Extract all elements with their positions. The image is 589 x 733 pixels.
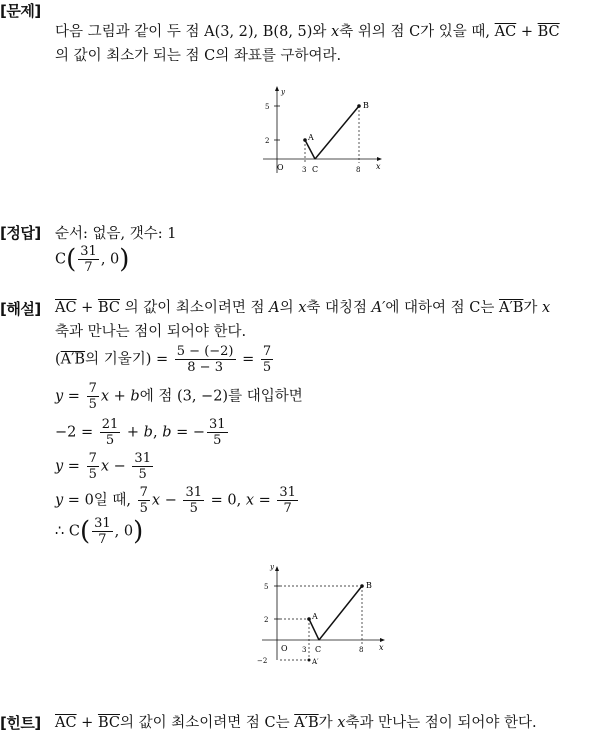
point-c-label: C (312, 165, 319, 174)
denominator: 7 (98, 532, 107, 547)
problem-line-1 (55, 22, 560, 42)
fraction (87, 381, 99, 412)
point-b-label: B (363, 101, 369, 110)
paren: ( (79, 516, 91, 547)
problem-graph (255, 85, 385, 177)
var-x: x (151, 492, 161, 509)
var-b: b (130, 388, 140, 405)
denominator: 5 (88, 467, 97, 482)
answer-line-2 (55, 244, 129, 275)
segment-bc: $\overline{BC}$ (537, 24, 560, 40)
tick-5: 5 (265, 103, 270, 111)
numerator: 7 (88, 381, 97, 396)
y-axis-label: y (270, 563, 274, 571)
numerator: 5 − (−2) (176, 344, 234, 359)
var-x: x (100, 388, 110, 405)
paren: ) (119, 244, 130, 275)
solution-line-7 (55, 485, 300, 516)
tick-2: 2 (265, 137, 270, 145)
text: − (160, 492, 182, 509)
hint-line (55, 713, 537, 733)
solution-line-4 (55, 381, 303, 412)
solution-line-3 (55, 344, 275, 375)
solution-graph (250, 560, 390, 670)
solution-line-8 (55, 516, 143, 547)
solution-label: [해설] (0, 300, 41, 318)
tick-5: 5 (264, 583, 269, 591)
fraction (138, 485, 150, 516)
var-a: A (269, 300, 280, 316)
tick-neg-2: −2 (257, 657, 268, 665)
var-a-prime: A′ (371, 300, 386, 316)
text: 다음 그림과 같이 두 점 A(3, 2), B(8, 5)와 (55, 24, 332, 40)
denominator: 7 (283, 501, 292, 516)
tick-8: 8 (356, 166, 361, 174)
text: 의 값이 최소이려면 점 C는 (119, 715, 295, 731)
x-axis-label: x (379, 643, 384, 652)
point-a-label: A (308, 133, 314, 142)
text: ∴ C (55, 523, 80, 540)
text: = (63, 458, 85, 475)
fraction (87, 451, 99, 482)
paren: ) (133, 516, 144, 547)
plus: + (76, 715, 98, 731)
fraction (92, 516, 113, 547)
text: 의 값이 최소이려면 점 (119, 300, 270, 316)
paren: ( (66, 244, 77, 275)
var-x: x (331, 24, 340, 40)
text: − (109, 458, 131, 475)
point-a-label: A (312, 612, 318, 621)
numerator: 7 (88, 451, 97, 466)
denominator: 5 (105, 433, 115, 448)
text: ( (55, 351, 61, 368)
plus: + (516, 24, 538, 40)
numerator: 31 (209, 417, 226, 432)
segment-ac: $\overline{AC}$ (55, 715, 77, 731)
var-y: y (55, 458, 64, 475)
fraction (132, 451, 153, 482)
var-x: x (337, 715, 346, 731)
solution-line-5 (55, 417, 230, 448)
fraction (261, 344, 273, 375)
denominator: 5 (213, 433, 222, 448)
point-b-label: B (366, 581, 372, 590)
text: 축과 만나는 점이 되어야 한다. (345, 715, 537, 731)
segment-apb: A′B (60, 351, 86, 368)
text: + (122, 424, 144, 441)
denominator: 8 − 3 (187, 360, 223, 375)
numerator: 7 (262, 344, 272, 359)
denominator: 5 (138, 467, 147, 482)
denominator: 5 (189, 501, 198, 516)
text: = 0, (206, 492, 246, 509)
text: + (109, 388, 131, 405)
text: 의 기울기) = (85, 351, 173, 368)
text: 의 (279, 300, 299, 316)
y-axis-label: y (281, 88, 285, 96)
problem-line-2: 의 값이 최소가 되는 점 C의 좌표를 구하여라. (55, 48, 342, 64)
denominator: 5 (262, 360, 272, 375)
text: 에 점 (3, −2)를 대입하면 (139, 388, 303, 405)
text: = − (171, 424, 206, 441)
text: = (237, 351, 259, 368)
text: = 0일 때, (63, 492, 136, 509)
var-b: b (162, 424, 172, 441)
text: , (152, 424, 163, 441)
text: , 0 (114, 523, 134, 540)
fraction (175, 344, 236, 375)
numerator: 31 (134, 451, 151, 466)
text: = (63, 388, 85, 405)
segment-bc: $\overline{BC}$ (97, 715, 120, 731)
fraction (183, 485, 204, 516)
segment-ac: $\overline{AC}$ (55, 300, 77, 316)
text: C (55, 251, 67, 268)
segment-apb: A′B (498, 300, 524, 316)
var-y: y (55, 388, 64, 405)
solution-line-6 (55, 451, 155, 482)
x-axis-label: x (376, 162, 381, 171)
tick-8: 8 (359, 646, 364, 654)
var-y: y (55, 492, 64, 509)
denominator: 5 (139, 501, 148, 516)
numerator: 21 (101, 417, 119, 432)
fraction (100, 417, 121, 448)
text: 축 대칭점 (306, 300, 372, 316)
text: 가 (318, 715, 338, 731)
var-x: x (100, 458, 110, 475)
denominator: 5 (88, 397, 97, 412)
fraction (207, 417, 228, 448)
denominator: 7 (84, 260, 93, 275)
var-x: x (245, 492, 255, 509)
text: 에 대하여 점 C는 (385, 300, 499, 316)
text: 가 (523, 300, 543, 316)
solution-line-1 (55, 298, 550, 318)
var-b: b (143, 424, 153, 441)
answer-label: [정답] (0, 224, 41, 242)
text: 축 위의 점 C가 있을 때, (339, 24, 495, 40)
point-c-label: C (315, 645, 322, 654)
var-x: x (542, 300, 551, 316)
solution-line-2: 축과 만나는 점이 되어야 한다. (55, 324, 247, 340)
segment-apb: A′B (294, 715, 319, 731)
text: −2 = (55, 424, 98, 441)
segment-ac: $\overline{AC}$ (494, 24, 517, 40)
numerator: 31 (279, 485, 296, 500)
plus: + (76, 300, 98, 316)
var-x: x (298, 300, 307, 316)
text: = (254, 492, 276, 509)
fraction (277, 485, 298, 516)
tick-3: 3 (302, 166, 307, 174)
fraction (78, 244, 99, 275)
numerator: 31 (94, 516, 111, 531)
hint-label: [힌트] (0, 714, 41, 732)
segment-bc: $\overline{BC}$ (97, 300, 120, 316)
text: , 0 (100, 251, 120, 268)
numerator: 31 (185, 485, 203, 500)
answer-line-1: 순서: 없음, 갯수: 1 (55, 226, 177, 242)
origin-label: O (281, 644, 288, 653)
numerator: 31 (80, 244, 97, 259)
tick-3: 3 (302, 646, 307, 654)
numerator: 7 (139, 485, 148, 500)
point-a-prime-label: A′ (312, 658, 319, 666)
tick-2: 2 (264, 616, 269, 624)
origin-label: O (277, 163, 284, 172)
problem-label: [문제] (0, 2, 41, 20)
